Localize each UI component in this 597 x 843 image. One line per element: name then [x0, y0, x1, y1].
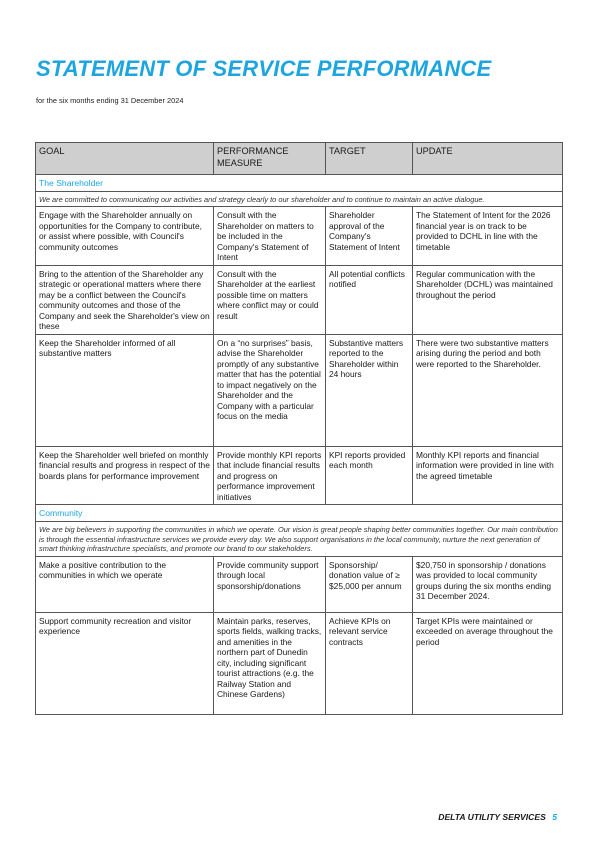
goal-cell: Make a positive contribution to the communities in which we operate [36, 556, 214, 612]
measure-cell: Provide community support through local sponsorship/donations [214, 556, 326, 612]
column-header-goal: GOAL [36, 143, 214, 175]
page-number: 5 [552, 812, 557, 822]
table-row [36, 265, 563, 334]
table-header-row [36, 143, 563, 175]
measure-cell: Maintain parks, reserves, sports fields, walking tracks, and amenities in the northern part of Dunedin city, including significant tourist attractions (e.g. the Railway Station and Chinese Gardens) [214, 612, 326, 714]
goal-cell: Keep the Shareholder informed of all substantive matters [36, 334, 214, 446]
target-cell: Shareholder approval of the Company's Statement of Intent [326, 207, 413, 266]
goal-cell: Keep the Shareholder well briefed on monthly financial results and progress in respect of the boards plans for performance improvement [36, 446, 214, 505]
target-cell: All potential conflicts notified [326, 265, 413, 334]
target-cell: KPI reports provided each month [326, 446, 413, 505]
update-cell: There were two substantive matters arising during the period and both were reported to the Shareholder. [413, 334, 563, 446]
measure-cell: Consult with the Shareholder at the earliest possible time on matters where conflict may or could result [214, 265, 326, 334]
section-intro-community: We are big believers in supporting the communities in which we operate. Our vision is great people shaping better communities together. Our main contribution is through the essential infrastructure services we provide every day. We also support organisations in the local community, nurture the next generation of smart thinking infrastructure specialists, and promote our brand to our stakeholders. [36, 522, 563, 557]
update-cell: Monthly KPI reports and financial information were provided in line with the agreed timetable [413, 446, 563, 505]
update-cell: Target KPIs were maintained or exceeded on average throughout the period [413, 612, 563, 714]
section-intro-row [36, 522, 563, 557]
page-title: STATEMENT OF SERVICE PERFORMANCE [36, 56, 492, 81]
table-row [36, 334, 563, 446]
goal-cell: Engage with the Shareholder annually on opportunities for the Company to contribute, or assist where possible, with Council's community outcomes [36, 207, 214, 266]
goal-cell: Bring to the attention of the Shareholder any strategic or operational matters where there may be a conflict between the Council's community outcomes and those of the Company and seek the Shareholder's view on these [36, 265, 214, 334]
update-cell: Regular communication with the Shareholder (DCHL) was maintained throughout the period [413, 265, 563, 334]
page-footer [438, 812, 557, 822]
section-heading-shareholder: The Shareholder [36, 175, 563, 192]
column-header-target: TARGET [326, 143, 413, 175]
measure-cell: Consult with the Shareholder on matters to be included in the Company's Statement of Intent [214, 207, 326, 266]
table-row [36, 446, 563, 505]
measure-cell: Provide monthly KPI reports that include financial results and progress on performance improvement initiatives [214, 446, 326, 505]
table-row [36, 556, 563, 612]
target-cell: Achieve KPIs on relevant service contracts [326, 612, 413, 714]
update-cell: $20,750 in sponsorship / donations was provided to local community groups during the six months ending 31 December 2024. [413, 556, 563, 612]
section-heading-community: Community [36, 505, 563, 522]
target-cell: Substantive matters reported to the Shareholder within 24 hours [326, 334, 413, 446]
section-heading-row [36, 505, 563, 522]
performance-table [35, 142, 563, 715]
section-heading-row [36, 175, 563, 192]
update-cell: The Statement of Intent for the 2026 financial year is on track to be provided to DCHL in line with the timetable [413, 207, 563, 266]
goal-cell: Support community recreation and visitor experience [36, 612, 214, 714]
section-intro-shareholder: We are committed to communicating our activities and strategy clearly to our shareholder and to continue to maintain an active dialogue. [36, 191, 563, 207]
target-cell: Sponsorship/ donation value of ≥ $25,000 per annum [326, 556, 413, 612]
table-row [36, 612, 563, 714]
column-header-performance-measure: PERFORMANCE MEASURE [214, 143, 326, 175]
measure-cell: On a “no surprises” basis, advise the Shareholder promptly of any substantive matter that has the potential to impact negatively on the Shareholder and the Company with a particular focus on the media [214, 334, 326, 446]
page-subtitle: for the six months ending 31 December 2024 [36, 96, 184, 105]
footer-brand: DELTA UTILITY SERVICES [438, 812, 546, 822]
table-row [36, 207, 563, 266]
column-header-update: UPDATE [413, 143, 563, 175]
section-intro-row [36, 191, 563, 207]
